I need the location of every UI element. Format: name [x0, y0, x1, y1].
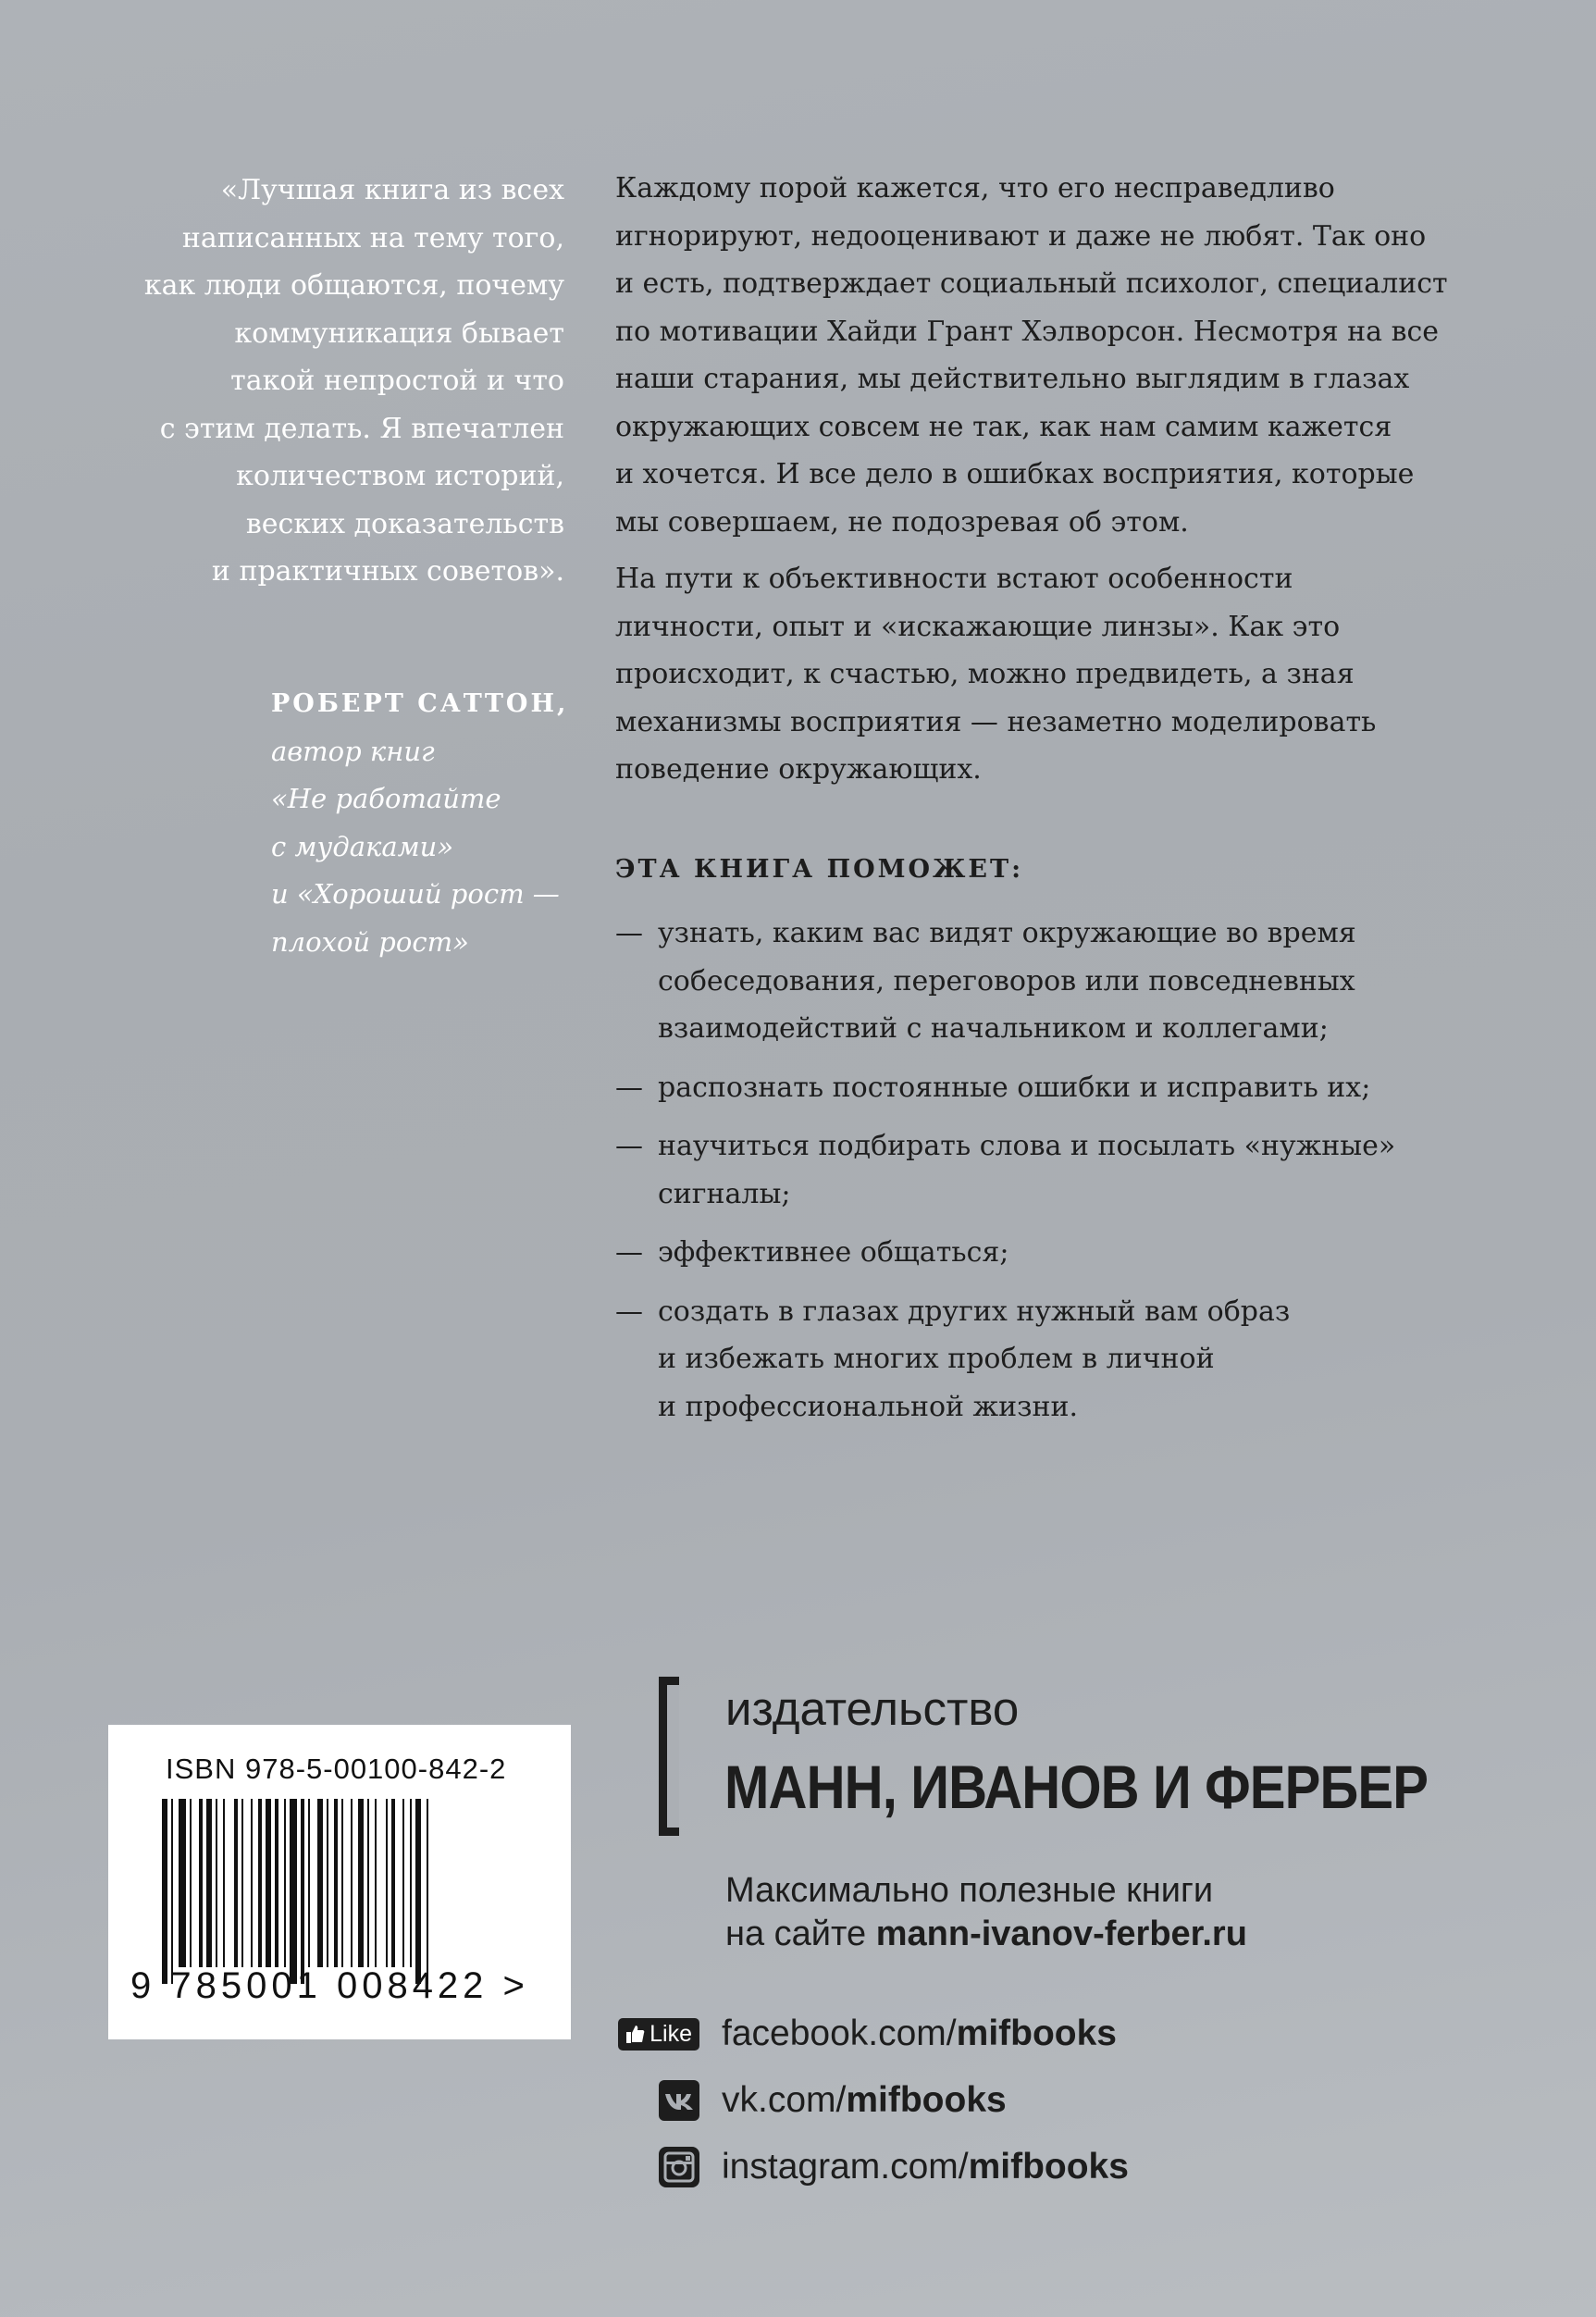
list-item-line: взаимодействий с начальником и коллегами;	[658, 1012, 1329, 1045]
barcode-bar	[223, 1799, 225, 1967]
barcode-bar	[402, 1799, 404, 1967]
thumbs-up-icon	[625, 2024, 646, 2044]
barcode-bar	[351, 1799, 353, 1967]
quote-attribution	[271, 680, 576, 966]
text-line: и есть, подтверждает социальный психолог, специалист	[615, 267, 1448, 300]
tagline-line	[725, 1913, 1247, 1956]
list-item-line: и профессиональной жизни.	[658, 1390, 1079, 1423]
dash-marker: —	[615, 1295, 643, 1328]
quote-line: написанных на тему того,	[181, 221, 564, 254]
barcode-bar	[162, 1799, 167, 1984]
list-item-line: научиться подбирать слова и посылать «нужные»	[658, 1130, 1396, 1162]
barcode-bar	[179, 1799, 186, 1967]
quote-line: и практичных советов».	[211, 555, 564, 588]
list-item-line: и избежать многих проблем в личной	[658, 1343, 1215, 1375]
link-handle: mifbooks	[846, 2080, 1007, 2120]
text-line: На пути к объективности встают особенности	[615, 563, 1293, 595]
quote-line: количеством историй,	[236, 460, 564, 492]
isbn-label: ISBN 978-5-00100-842-2	[166, 1753, 507, 1785]
barcode-bar	[358, 1799, 364, 1967]
list-item	[615, 1229, 1503, 1277]
dash-marker: —	[615, 1071, 643, 1104]
quote-line: коммуникация бывает	[234, 316, 564, 350]
dash-marker: —	[615, 1236, 643, 1269]
barcode-bar	[241, 1799, 243, 1967]
facebook-link[interactable]	[722, 2013, 1117, 2054]
benefits-list	[615, 910, 1503, 1431]
quote-line: «Лучшая книга из всех	[220, 174, 564, 206]
description-paragraph-2	[615, 555, 1503, 794]
barcode-bar	[317, 1799, 323, 1967]
text-line: игнорируют, недооценивают и даже не любят. Так оно	[615, 219, 1427, 253]
barcode-bar	[216, 1799, 217, 1967]
barcode-bar	[206, 1799, 212, 1967]
barcode-bar	[391, 1799, 395, 1967]
attribution-name: РОБЕРТ САТТОН,	[271, 689, 569, 718]
list-item-line: создать в глазах других нужный вам образ	[658, 1295, 1291, 1328]
tagline-prefix: на сайте	[725, 1914, 876, 1953]
social-instagram[interactable]	[601, 2147, 1129, 2187]
instagram-icon	[659, 2147, 699, 2187]
isbn-barcode	[108, 1725, 571, 2039]
attribution-line: плохой рост»	[271, 925, 469, 958]
list-item	[615, 1122, 1503, 1218]
link-handle: mifbooks	[968, 2147, 1129, 2187]
barcode-bar	[171, 1799, 173, 1984]
attribution-line: «Не работайте	[271, 783, 501, 814]
barcode-bar	[251, 1799, 253, 1967]
barcode-bar	[308, 1799, 310, 1967]
text-line: механизмы восприятия — незаметно моделировать	[615, 705, 1377, 738]
tagline-line: Максимально полезные книги	[725, 1871, 1214, 1910]
barcode-bar	[367, 1799, 369, 1967]
quote-line: такой непростой и что	[230, 365, 564, 397]
barcode-bar	[386, 1799, 388, 1967]
barcode-bar	[327, 1799, 328, 1967]
barcode-bar	[284, 1799, 286, 1967]
attribution-line: с мудаками»	[271, 830, 454, 862]
list-item-line: сигналы;	[658, 1177, 791, 1210]
benefits-heading: ЭТА КНИГА ПОМОЖЕТ:	[615, 854, 1024, 884]
publisher-name: МАНН, ИВАНОВ И ФЕРБЕР	[724, 1753, 1429, 1821]
list-item-line: распознать постоянные ошибки и исправить их;	[658, 1071, 1371, 1104]
link-prefix: instagram.com/	[722, 2147, 969, 2187]
description-paragraph-1	[615, 165, 1503, 546]
barcode-bar	[427, 1799, 428, 1984]
list-item	[615, 1064, 1503, 1112]
publisher-label: издательство	[725, 1682, 1020, 1735]
social-vk[interactable]	[601, 2080, 1007, 2121]
book-description	[615, 165, 1503, 1442]
text-line: по мотивации Хайди Грант Хэлворсон. Несмотря на все	[615, 315, 1440, 348]
text-line: мы совершаем, не подозревая об этом.	[615, 505, 1189, 539]
barcode-bar	[275, 1799, 278, 1967]
list-item-line: эффективнее общаться;	[658, 1236, 1009, 1269]
vk-icon	[659, 2080, 699, 2121]
barcode-bar	[290, 1799, 297, 1984]
barcode-bar	[301, 1799, 304, 1984]
dash-marker: —	[615, 917, 643, 949]
website-link[interactable]: mann-ivanov-ferber.ru	[875, 1914, 1247, 1953]
text-line: и хочется. И все дело в ошибках восприятия, которые	[615, 458, 1415, 490]
attribution-line: и «Хороший рост —	[271, 878, 560, 910]
list-item-line: собеседования, переговоров или повседневных	[658, 964, 1355, 997]
list-item-line: узнать, каким вас видят окружающие во время	[658, 917, 1356, 949]
text-line: поведение окружающих.	[615, 753, 982, 786]
link-prefix: facebook.com/	[722, 2013, 957, 2053]
vk-link[interactable]	[722, 2080, 1007, 2121]
list-item	[615, 1288, 1503, 1431]
text-line: окружающих совсем не так, как нам самим кажется	[615, 410, 1392, 443]
dash-marker: —	[615, 1130, 643, 1162]
barcode-bar	[258, 1799, 262, 1967]
barcode-number: 9 785001 008422 >	[130, 1965, 529, 2006]
facebook-like-icon[interactable]	[618, 2018, 699, 2051]
text-line: Каждому порой кажется, что его несправедливо	[615, 172, 1335, 204]
barcode-bar	[199, 1799, 203, 1967]
barcode-bar	[341, 1799, 343, 1967]
link-prefix: vk.com/	[722, 2080, 847, 2120]
barcode-bar	[415, 1799, 421, 1984]
endorsement-quote	[102, 167, 564, 596]
publisher-tagline	[725, 1869, 1247, 1956]
attribution-line: автор книг	[271, 735, 435, 767]
text-line: наши старания, мы действительно выглядим в глазах	[615, 363, 1410, 395]
text-line: происходит, к счастью, можно предвидеть, а зная	[615, 658, 1355, 690]
quote-line: как люди общаются, почему	[143, 269, 564, 302]
quote-line: веских доказательств	[245, 507, 564, 540]
barcode-bar	[375, 1799, 377, 1967]
text-line: личности, опыт и «искажающие линзы». Как это	[615, 610, 1341, 643]
barcode-bar	[234, 1799, 238, 1967]
barcode-bar	[190, 1799, 192, 1967]
instagram-link[interactable]	[722, 2147, 1129, 2187]
social-facebook[interactable]	[601, 2013, 1117, 2054]
barcode-bar	[410, 1799, 412, 1967]
list-item	[615, 910, 1503, 1053]
link-handle: mifbooks	[956, 2013, 1117, 2053]
barcode-bar	[266, 1799, 271, 1967]
bracket-logo	[659, 1677, 679, 1836]
quote-line: с этим делать. Я впечатлен	[159, 412, 564, 445]
barcode-bar	[334, 1799, 338, 1967]
like-label: Like	[650, 2020, 692, 2047]
